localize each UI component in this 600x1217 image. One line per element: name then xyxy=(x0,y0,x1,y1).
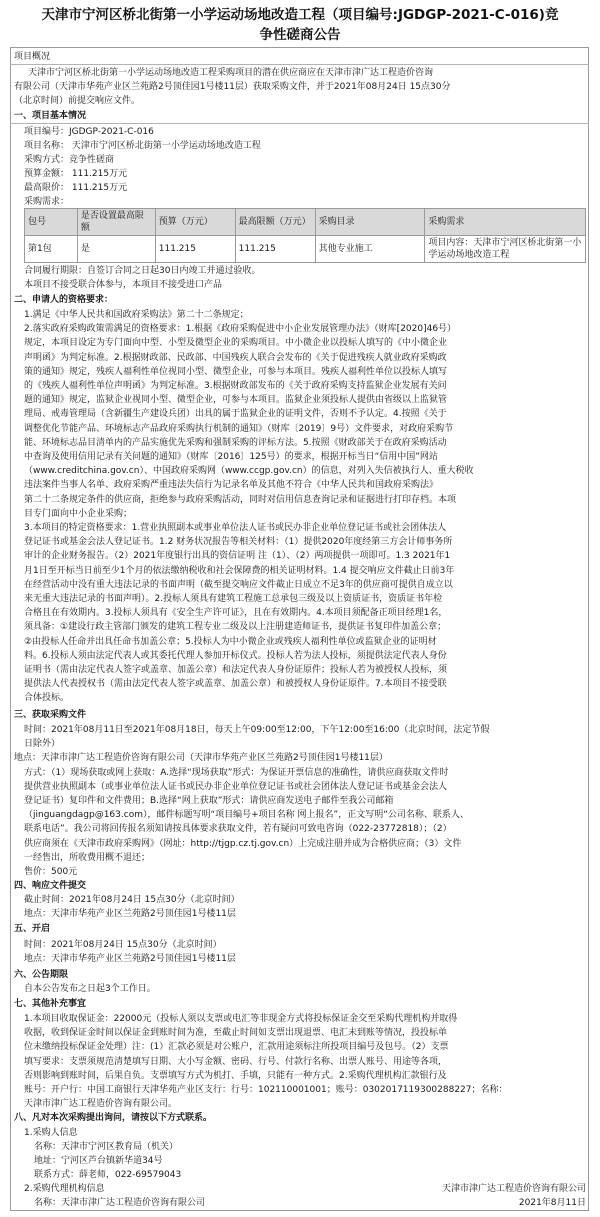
table-cell: 第1包 xyxy=(25,236,78,263)
text-line: 能、环境标志品目清单内的产品实施优先采购和强制采购的评标方法。5.按照《财政部关于在政府采购活动 xyxy=(24,437,447,448)
text-line: 的《残疾人福利性单位声明函》为判定标准。3.根据财政部发布的《关于政府采购支持监狱企业发展有关问 xyxy=(24,381,447,391)
text-line: 合格且在有效期内。3.投标人须具有《安全生产许可证》，且在有效期内。4.本项目须配备正项目经理1名， xyxy=(24,608,448,619)
table-cell: 其他专业施工 xyxy=(315,236,425,263)
table-cell: 111.215 xyxy=(155,236,235,263)
text-line: 声明函》为判定标准。2.根据财政部、民政部、中国残疾人联合会发布的《关于促进残疾人就业政府采购政 xyxy=(24,352,447,363)
divider xyxy=(10,123,589,124)
requirement-table xyxy=(24,208,586,263)
table-header: 包号 xyxy=(25,209,78,236)
budget-amount: 预算金额： 111.215万元 xyxy=(24,169,128,179)
overview-line-2: 有限公司（天津市华苑产业区兰苑路2号顶佳园1号楼11层）获取采购文件，并于2021年08月24日 15点30分 xyxy=(14,82,451,92)
text-line: 理局、戒毒管理局（含新疆生产建设兵团）出具的属于监狱企业的证明文件，否则不予认定。4.按照《关于 xyxy=(24,409,447,420)
divider xyxy=(10,64,589,65)
text-line: 1.满足《中华人民共和国政府采购法》第二十二条规定； xyxy=(24,310,249,320)
table-header: 是否设置最高限额 xyxy=(77,209,155,236)
text-line: 第二十二条规定条件的供应商，拒绝参与政府采购活动，同时对信用信息查询记录和证据进行打印存档。本项 xyxy=(24,494,457,505)
table-header: 采购需求 xyxy=(425,209,586,236)
text-line: 违法案件当事人名单、政府采购严重违法失信行为记录名单及其他不符合《中华人民共和国政府采购法》 xyxy=(24,480,439,491)
text-line: 位未缴纳投标保证金处理）注：(1）汇款必须是对公账户，汇款用途须标注所投项目编号及包号。（2）支票 xyxy=(24,1042,449,1053)
overview-line-1: 天津市宁河区桥北街第一小学运动场地改造工程采购项目的潜在供应商应在天津市津广达工程造价咨询 xyxy=(28,68,434,78)
section-5-heading: 五、开启 xyxy=(14,924,51,934)
table-cell: 项目内容：天津市宁河区桥北街第一小学运动场地改造工程 xyxy=(425,236,586,263)
text-line: 账号：开户行：中国工商银行天津华苑产业区支行：行号：102110001001；账号：0302017119300288227；名称： xyxy=(24,1085,508,1095)
text-line: 登记证书或基金会法人登记证书。1.2 财务状况报告等相关材料：（1）提供2020年度经第三方会计师事务所 xyxy=(24,537,453,548)
opening-location: 地点：天津市华苑产业区兰苑路2号顶佳园1号楼11层 xyxy=(24,954,236,964)
section-7-heading: 七、其他补充事宜 xyxy=(14,999,87,1009)
text-line: 供应商须在《天津市政府采购网》（网址：http://tjgp.cz.tj.gov.cn）上完成注册并成为合格供应商；（3）文件 xyxy=(24,838,462,849)
table-header: 采购目录 xyxy=(315,209,425,236)
text-line: 料。6.投标人须由法定代表人或其委托代理人参加开标仪式。投标人若为法人投标，须提供法定代表人身份 xyxy=(24,650,447,661)
section-8-heading: 八、凡对本次采购提出询问，请按以下方式联系。 xyxy=(14,1113,213,1123)
text-line: 来无重大违法记录的书面声明）。2.投标人须具有建筑工程施工总承包三级及以上资质证书，资质证书年检 xyxy=(24,594,443,604)
text-line: 联系电话”。我公司将回传报名须知请按具体要求获取文件，若有疑问可致电咨询（022-23772818）；（2） xyxy=(24,824,452,835)
text-line: （www.creditchina.gov.cn）、中国政府采购网（www.ccgp.gov.cn）的信息，对列入失信被执行人、重大税收 xyxy=(24,466,474,477)
table-header: 预算（万元） xyxy=(155,209,235,236)
section-4-heading: 四、响应文件提交 xyxy=(14,881,87,891)
table-header-row xyxy=(25,209,586,236)
max-price: 最高限价： 111.215万元 xyxy=(24,183,128,193)
overview-label: 项目概况 xyxy=(14,52,51,62)
section-1-heading: 一、项目基本情况 xyxy=(14,111,87,121)
table-cell: 111.215 xyxy=(235,236,315,263)
notice-period: 自本公告发布之日起3个工作日。 xyxy=(24,984,156,994)
table-row xyxy=(25,236,586,263)
text-line: 日除外） xyxy=(24,739,61,750)
title-line-2: 争性磋商公告 xyxy=(259,27,341,43)
table-cell: 是 xyxy=(77,236,155,263)
purchaser-address: 地址：宁河区芦台镇新华道34号 xyxy=(34,1156,163,1166)
table-header: 最高限额（万元） xyxy=(235,209,315,236)
section-2-heading: 二、申请人的资格要求： xyxy=(14,295,114,305)
text-line: 2.落实政府采购政策需满足的资格要求：1.根据《政府采购促进中小企业发展管理办法》（财库[2020]46号） xyxy=(24,324,457,335)
purchaser-label: 1.采购人信息 xyxy=(24,1128,78,1138)
text-line: （jinguangdagp@163.com），邮件标题写明“项目编号+项目名称 网上报名”，正文写明“公司名称、联系人、 xyxy=(24,810,469,821)
text-line: 月1日至开标当日前至少1个月的依法缴纳税收和社会保障费的相关证明材料。1.4 提交响应文件截止日前3年 xyxy=(24,565,455,576)
text-line: 时间：2021年08月11日至2021年08月18日，每天上午09:00至12:00，下午12:00至16:00（北京时间，法定节假 xyxy=(24,725,490,735)
title-line-1: 天津市宁河区桥北街第一小学运动场地改造工程（项目编号:JGDGP-2021-C-016)竞 xyxy=(41,7,559,23)
text-line: 须具备：①建设行政主管部门颁发的建筑工程专业二级及以上注册建造师证书，提供证书复印件加盖公章； xyxy=(24,622,447,633)
text-line: 地点：天津市津广达工程造价咨询有限公司（天津市华苑产业区兰苑路2号顶佳园1号楼11层） xyxy=(14,753,388,764)
procurement-method: 采购方式：竞争性磋商 xyxy=(24,155,115,165)
purchaser-name: 名称：天津市宁河区教育局（机关） xyxy=(34,1142,179,1152)
text-line: 天津市津广达工程造价咨询有限公司。 xyxy=(24,1099,178,1110)
text-line: 规定，本项目设定为专门面向中型、小型及微型企业的采购项目。中小微企业以投标人填写的《中小微企业 xyxy=(24,338,448,349)
text-line: ②由投标人任命并出具任命书加盖公章；5.投标人为中小微企业或残疾人福利性单位或监狱企业的证明材 xyxy=(24,636,437,647)
no-consortium-note: 本项目不接受联合体参与，本项目不接受进口产品 xyxy=(24,280,223,290)
text-line: 目专门面向中小企业采购； xyxy=(24,508,133,519)
text-line: 在经营活动中没有重大违法记录的书面声明（截至提交响应文件截止日成立不足3年的供应商可提供自成立以 xyxy=(24,579,453,590)
text-line: 售价：500元 xyxy=(24,867,78,877)
project-name: 项目名称： 天津市宁河区桥北街第一小学运动场地改造工程 xyxy=(24,141,261,151)
footer-org: 天津市津广达工程造价咨询有限公司 xyxy=(441,1184,586,1194)
text-line: 否则影响到账时间，后果自负。支票填写方式为机打、手填，只能有一种方式。2.采购代理机构汇款银行及 xyxy=(24,1070,447,1081)
text-line: 登记证书）复印件和文件费用；B.选择“网上获取”形式：请供应商发送电子邮件至我公司邮箱 xyxy=(24,796,394,806)
opening-time: 时间：2021年08月24日 15点30分（北京时间） xyxy=(24,940,222,950)
page-title xyxy=(10,5,590,45)
purchaser-contact: 联系方式：薛老师，022-69579043 xyxy=(34,1170,182,1180)
text-line: 审计的企业财务报告。（2）2021年度银行出具的资信证明 注（1）、（2）两项提供一项即可。1.3 2021年1 xyxy=(24,551,451,562)
text-line: 方式：（1）现场获取或网上获取：A.选择“现场获取”形式：为保证开票信息的准确性，请供应商获取文件时 xyxy=(24,767,449,778)
text-line: 证明书（需由法定代表人签字或盖章、加盖公章）和法定代表人身份证原件；投标人若为被授权人投标，须 xyxy=(24,665,448,675)
text-line: 提供营业执照副本（或事业单位法人证书或民办非企业单位登记证书或社会团体法人登记证书或基金会法人 xyxy=(24,781,448,792)
submission-deadline: 截止时间：2021年08月24日 15点30分（北京时间） xyxy=(24,895,240,905)
text-line: 调整优化节能产品、环境标志产品政府采购执行机制的通知》（财库〔2019〕9号）文件要求，对政府采购节 xyxy=(24,423,454,434)
agency-name: 名称：天津市津广达工程造价咨询有限公司 xyxy=(34,1198,206,1208)
footer-date: 2021年8月11日 xyxy=(518,1198,586,1208)
text-line: 中查询及使用信用记录有关问题的通知》（财库〔2016〕125号）的要求，根据开标当日“信用中国”网站 xyxy=(24,452,438,462)
text-line: 合体投标。 xyxy=(24,693,70,704)
overview-line-3: （北京时间）前提交响应文件。 xyxy=(14,96,141,106)
text-line: 1.本项目收取保证金：22000元（投标人须以支票或电汇等非现金方式将投标保证金交至采购代理机构并取得 xyxy=(24,1014,458,1024)
submission-location: 地点：天津市华苑产业区兰苑路2号顶佳园1号楼11层 xyxy=(24,909,236,919)
text-line: 3.本项目的特定资格要求：1.营业执照副本或事业单位法人证书或民办非企业单位登记证书或社会团体法人 xyxy=(24,523,447,533)
text-line: 收据，收到保证金时间以保证金到账时间为准，至截止时间如支票出现退票、电汇未到账等情况，投投标单 xyxy=(24,1028,448,1039)
text-line: 提供法人代表授权书（需由法定代表人签字或盖章、加盖公章）和被授权人身份证原件。7.本项目不接受联 xyxy=(24,679,447,690)
project-number: 项目编号：JGDGP-2021-C-016 xyxy=(24,127,154,137)
text-line: 填写要求：支票须规范清楚填写日期、大小写金额、密码、行号、付款行名称、出票人账号、用途等各项， xyxy=(24,1056,448,1067)
contract-period: 合同履行期限：自签订合同之日起30日内竣工并通过验收。 xyxy=(24,266,261,276)
text-line: 一经售出，所收费用概不退还； xyxy=(24,852,151,863)
requirement-label: 采购需求： xyxy=(24,197,70,207)
text-line: 题的通知》规定，监狱企业视同小型、微型企业，可参与本项目。监狱企业须投标人提供由省级以上监狱管 xyxy=(24,395,448,406)
text-line: 策的通知》规定，残疾人福利性单位视同小型、微型企业，可参与本项目。残疾人福利性单位以投标人填写 xyxy=(24,366,448,377)
section-3-heading: 三、获取采购文件 xyxy=(14,710,87,720)
section-6-heading: 六、公告期限 xyxy=(14,970,69,980)
agency-label: 2.采购代理机构信息 xyxy=(24,1184,105,1194)
